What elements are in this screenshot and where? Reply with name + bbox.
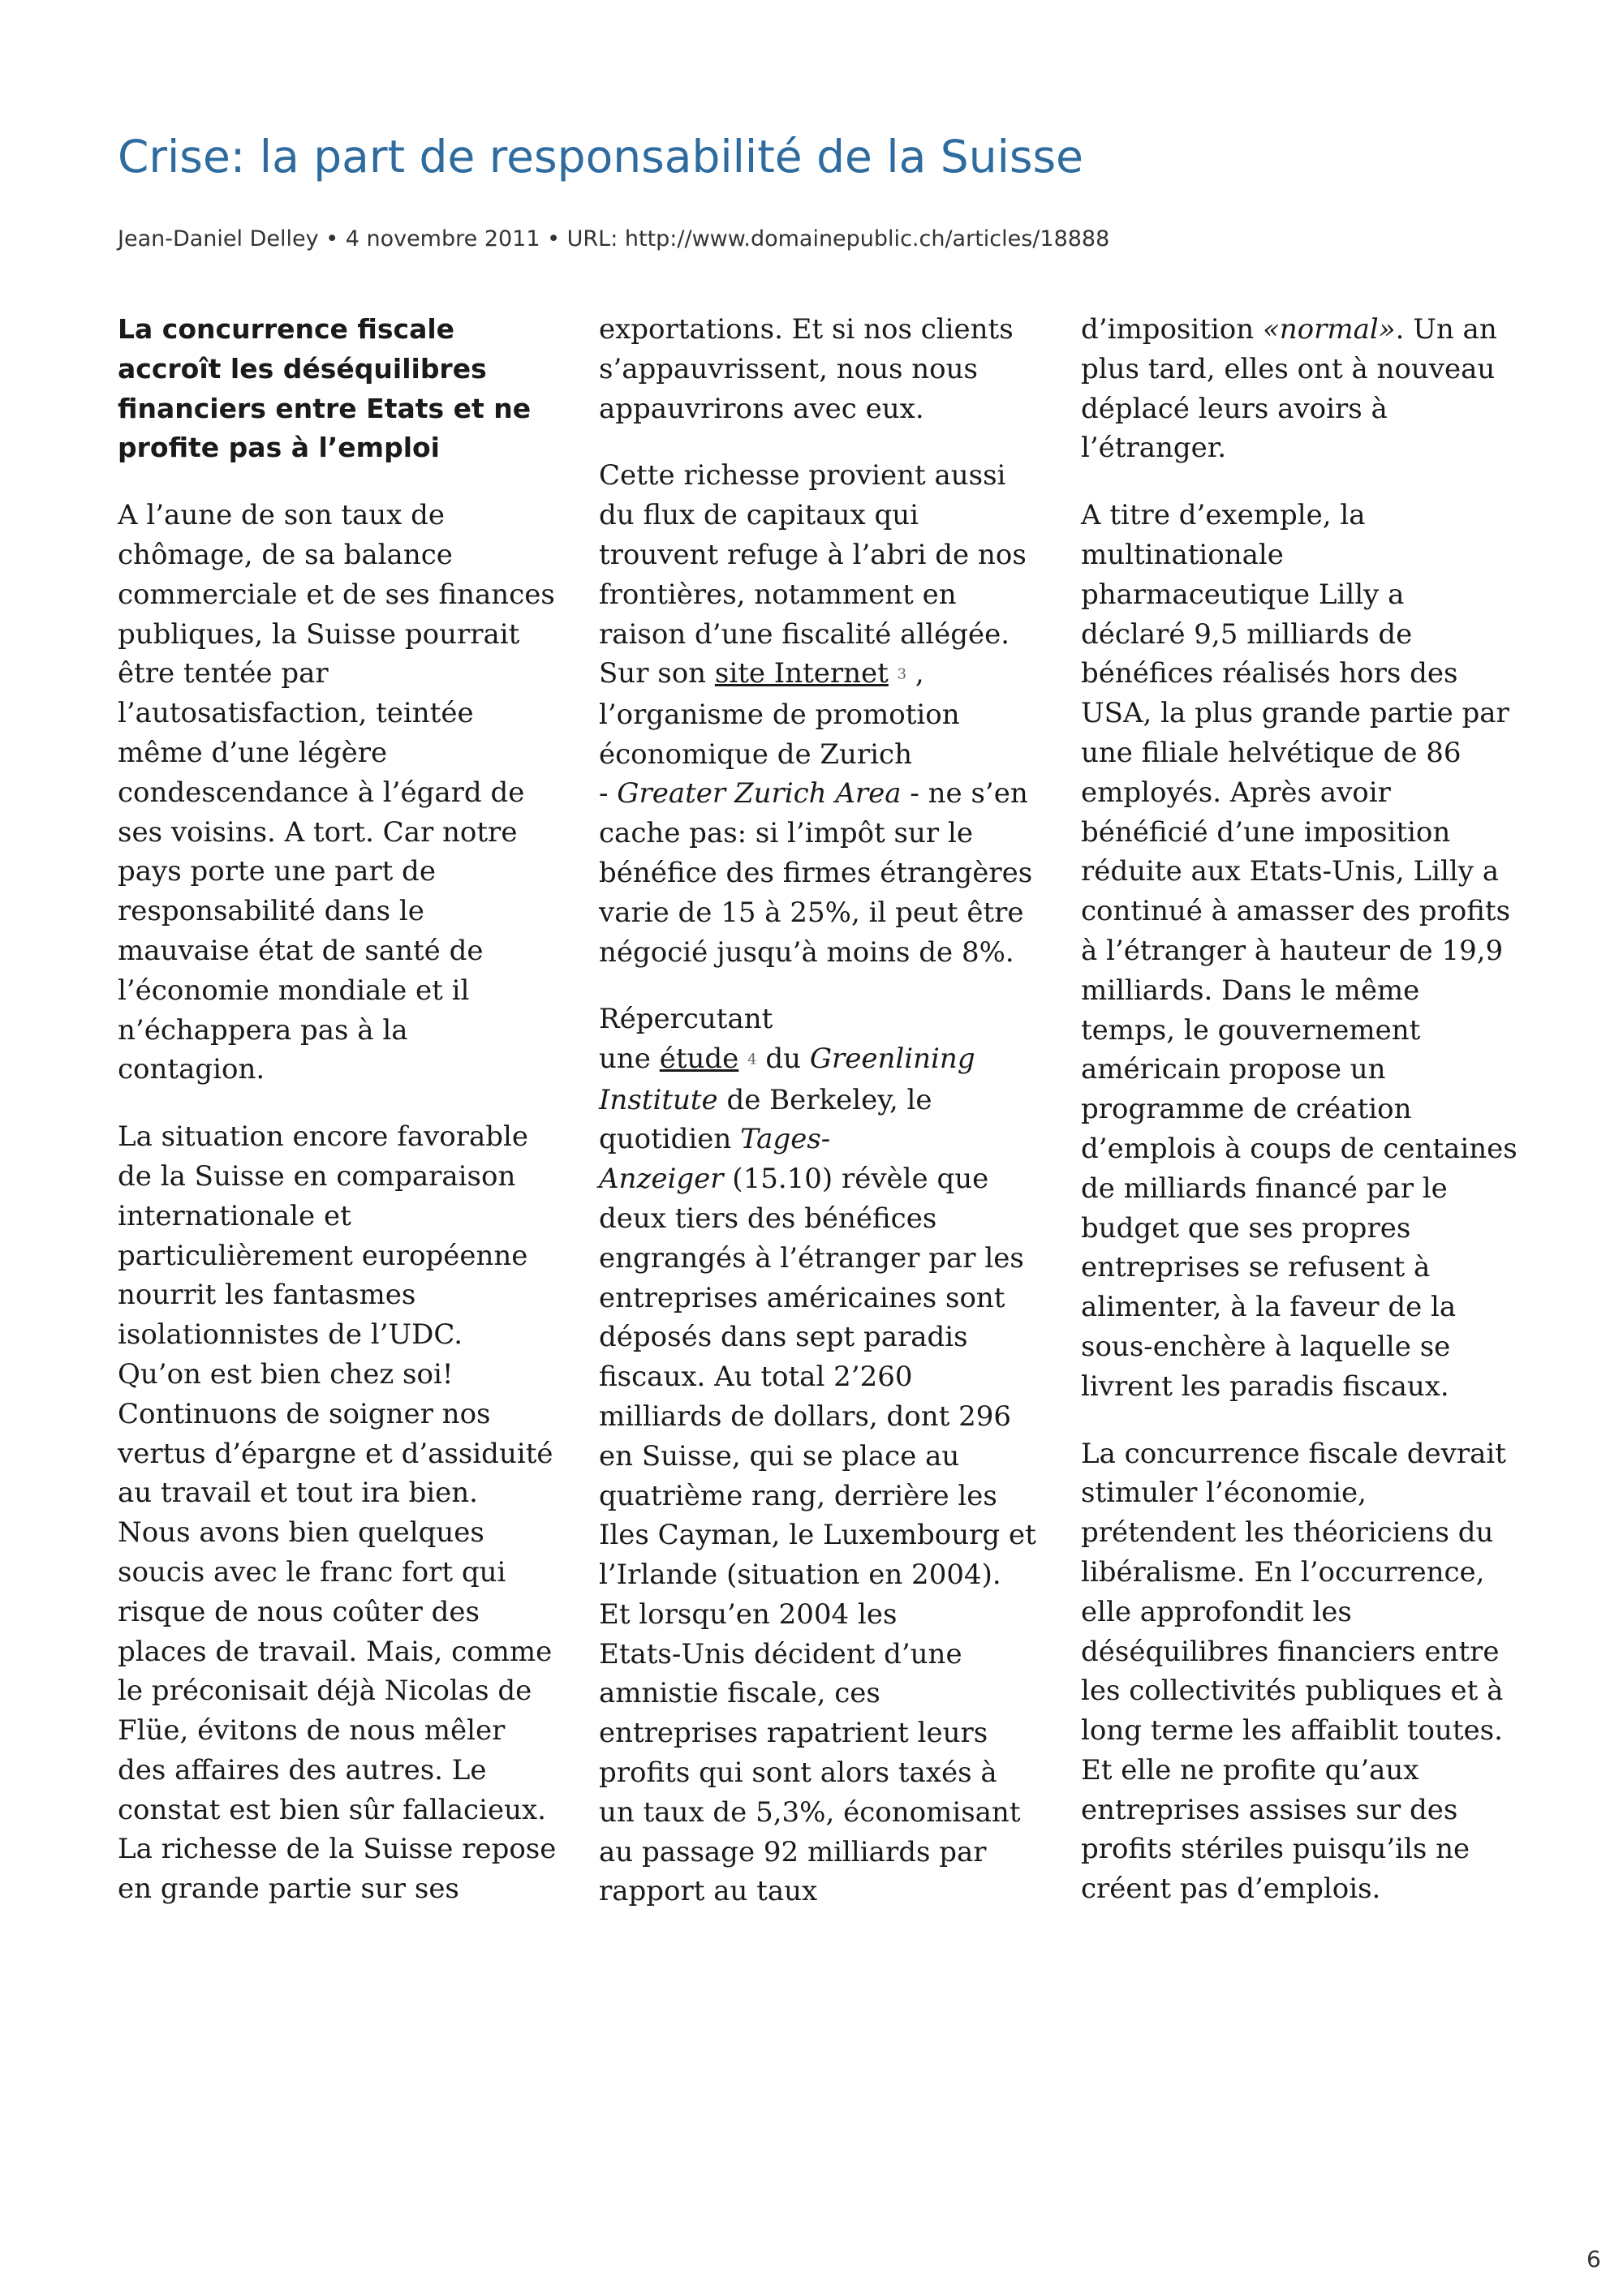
text-line: profite pas à l’emploi: [118, 432, 440, 464]
emphasis: «normal»: [1262, 313, 1396, 346]
text-line: au travail et tout ira bien.: [118, 1477, 478, 1510]
text-line: La situation encore favorable: [118, 1120, 529, 1154]
text-line: le préconisait déjà Nicolas de: [118, 1675, 532, 1708]
text-line: pharmaceutique Lilly a: [1081, 578, 1405, 611]
text-line: contagion.: [118, 1053, 265, 1086]
text-line: négocié jusqu’à moins de 8%.: [599, 935, 1014, 969]
text-line: rapport au taux: [599, 1875, 818, 1908]
text-line: à l’étranger à hauteur de 19,9: [1081, 934, 1504, 967]
text-line: Etats-Unis décident d’une: [599, 1637, 962, 1670]
text-line: USA, la plus grande partie par: [1081, 697, 1509, 730]
text-line: [599, 1120, 1057, 1159]
text-line: déplacé leurs avoirs à: [1081, 392, 1388, 425]
text-line: déposés dans sept paradis: [599, 1321, 968, 1354]
paragraph: [118, 1117, 576, 1909]
text-line: être tentée par: [118, 657, 329, 690]
text-line: Et lorsqu’en 2004 les: [599, 1597, 898, 1631]
paragraph: [1081, 310, 1539, 468]
text-line: responsabilité dans le: [118, 895, 424, 928]
article-intro: [118, 310, 576, 468]
text-line: américain propose un: [1081, 1053, 1386, 1086]
text-line: prétendent les théoriciens du: [1081, 1516, 1494, 1550]
text-line: l’étranger.: [1081, 432, 1227, 465]
paragraph: [1081, 1434, 1539, 1910]
text-line: déclaré 9,5 milliards de: [1081, 617, 1413, 651]
text-line: raison d’une fiscalité allégée.: [599, 617, 1010, 651]
text-line: de milliards financé par le: [1081, 1172, 1448, 1205]
text-run: du: [756, 1043, 810, 1076]
text-line: La concurrence fiscale devrait: [1081, 1437, 1506, 1470]
column-3: [1081, 310, 1539, 1937]
text-line: [599, 654, 1057, 694]
emphasis: Tages-: [740, 1123, 831, 1156]
text-line: plus tard, elles ont à nouveau: [1081, 352, 1496, 385]
text-line: quatrième rang, derrière les: [599, 1479, 997, 1512]
text-line: temps, le gouvernement: [1081, 1013, 1421, 1047]
text-line: en grande partie sur ses: [118, 1872, 459, 1906]
text-line: livrent les paradis fiscaux.: [1081, 1369, 1449, 1403]
text-line: constat est bien sûr fallacieux.: [118, 1793, 546, 1826]
text-line: vertus d’épargne et d’assiduité: [118, 1437, 553, 1470]
text-line: [599, 1039, 1057, 1080]
byline: Jean-Daniel Delley • 4 novembre 2011 • URL: http://www.domainepublic.ch/articles/18888: [118, 226, 1110, 252]
text-run: Sur son: [599, 657, 715, 690]
text-line: [1081, 310, 1539, 350]
text-line: cache pas: si l’impôt sur le: [599, 817, 973, 850]
text-line: risque de nous coûter des: [118, 1595, 480, 1628]
text-line: réduite aux Etats-Unis, Lilly a: [1081, 855, 1499, 888]
text-line: des affaires des autres. Le: [118, 1753, 487, 1786]
text-line: entreprises se refusent à: [1081, 1251, 1431, 1284]
text-line: entreprises rapatrient leurs: [599, 1717, 988, 1750]
emphasis: Anzeiger: [599, 1163, 724, 1196]
paragraph: [599, 310, 1057, 428]
text-line: même d’une légère: [118, 736, 388, 769]
text-line: profits qui sont alors taxés à: [599, 1756, 997, 1790]
text-line: Iles Cayman, le Luxembourg et: [599, 1519, 1036, 1552]
text-line: publiques, la Suisse pourrait: [118, 617, 520, 651]
text-line: sous-enchère à laquelle se: [1081, 1330, 1451, 1363]
emphasis: Greater Zurich Area: [617, 777, 902, 810]
text-line: Répercutant: [599, 1003, 773, 1036]
text-line: pays porte une part de: [118, 855, 436, 888]
footnote-marker[interactable]: 4: [747, 1051, 757, 1068]
text-line: de la Suisse en comparaison: [118, 1159, 516, 1193]
emphasis: Greenlining: [809, 1043, 975, 1076]
text-line: employés. Après avoir: [1081, 776, 1391, 809]
text-line: bénéfice des firmes étrangères: [599, 856, 1033, 889]
paragraph: [118, 496, 576, 1090]
text-line: trouvent refuge à l’abri de nos: [599, 538, 1027, 571]
text-line: l’organisme de promotion: [599, 698, 960, 731]
text-line: accroît les déséquilibres: [118, 352, 487, 385]
text-line: appauvrirons avec eux.: [599, 392, 924, 425]
text-line: continué à amasser des profits: [1081, 895, 1511, 928]
text-line: libéralisme. En l’occurrence,: [1081, 1555, 1485, 1589]
emphasis: Institute: [599, 1083, 718, 1116]
text-line: condescendance à l’égard de: [118, 776, 525, 809]
text-line: chômage, de sa balance: [118, 538, 453, 571]
etude-link[interactable]: étude: [659, 1043, 739, 1076]
text-line: varie de 15 à 25%, il peut être: [599, 896, 1024, 929]
text-line: A titre d’exemple, la: [1081, 499, 1366, 532]
paragraph: [599, 456, 1057, 972]
text-run: (15.10) révèle que: [723, 1163, 989, 1196]
text-line: amnistie fiscale, ces: [599, 1677, 880, 1710]
text-line: commerciale et de ses finances: [118, 578, 555, 611]
column-1: [118, 310, 576, 1937]
text-line: milliards. Dans le même: [1081, 974, 1420, 1007]
text-line: créent pas d’emplois.: [1081, 1872, 1381, 1906]
text-line: déséquilibres financiers entre: [1081, 1635, 1500, 1668]
text-line: exportations. Et si nos clients: [599, 313, 1014, 346]
text-line: [599, 1159, 1057, 1199]
text-run: . Un an: [1395, 313, 1497, 346]
text-line: fiscaux. Au total 2’260: [599, 1361, 913, 1394]
text-line: financiers entre Etats et ne: [118, 392, 532, 424]
text-line: bénéfices réalisés hors des: [1081, 657, 1458, 690]
text-line: nourrit les fantasmes: [118, 1279, 416, 1312]
paragraph: [1081, 496, 1539, 1406]
text-line: [599, 1081, 1057, 1120]
text-line: [599, 774, 1057, 814]
text-line: budget que ses propres: [1081, 1211, 1411, 1245]
text-run: quotidien: [599, 1123, 741, 1156]
text-lines: [1081, 350, 1539, 468]
text-line: mauvaise état de santé de: [118, 934, 484, 967]
site-internet-link[interactable]: site Internet: [714, 657, 889, 690]
text-line: au passage 92 milliards par: [599, 1835, 987, 1868]
text-line: internationale et: [118, 1199, 351, 1232]
text-line: particulièrement européenne: [118, 1239, 528, 1272]
text-line: l’Irlande (situation en 2004).: [599, 1559, 1001, 1592]
text-line: un taux de 5,3%, économisant: [599, 1795, 1021, 1829]
text-line: frontières, notamment en: [599, 578, 957, 611]
text-line: n’échappera pas à la: [118, 1013, 408, 1047]
text-line: Et elle ne profite qu’aux: [1081, 1753, 1419, 1786]
text-line: La richesse de la Suisse repose: [118, 1833, 557, 1866]
text-line: les collectivités publiques et à: [1081, 1675, 1504, 1708]
text-line: profits stériles puisqu’ils ne: [1081, 1833, 1470, 1866]
page-title: Crise: la part de responsabilité de la Suisse: [118, 131, 1083, 183]
text-line: La concurrence fiscale: [118, 313, 455, 345]
text-line: du flux de capitaux qui: [599, 499, 919, 532]
text-line: en Suisse, qui se place au: [599, 1439, 960, 1473]
text-line: Cette richesse provient aussi: [599, 459, 1006, 492]
page-number: 6: [1586, 2246, 1601, 2272]
text-line: programme de création: [1081, 1093, 1412, 1126]
text-line: entreprises américaines sont: [599, 1281, 1005, 1314]
text-line: alimenter, à la faveur de la: [1081, 1291, 1457, 1324]
text-line: engrangés à l’étranger par les: [599, 1241, 1024, 1275]
text-run: ,: [906, 657, 924, 690]
text-line: places de travail. Mais, comme: [118, 1635, 553, 1668]
text-line: Nous avons bien quelques: [118, 1516, 484, 1550]
text-line: entreprises assises sur des: [1081, 1793, 1458, 1826]
text-run: de Berkeley, le: [717, 1083, 932, 1116]
text-line: bénéficié d’une imposition: [1081, 815, 1451, 849]
text-line: ses voisins. A tort. Car notre: [118, 815, 518, 849]
paragraph: [599, 1000, 1057, 1911]
text-line: Flüe, évitons de nous mêler: [118, 1714, 506, 1748]
text-line: deux tiers des bénéfices: [599, 1202, 937, 1235]
text-run: - ne s’en: [901, 777, 1028, 810]
text-line: isolationnistes de l’UDC.: [118, 1318, 463, 1352]
text-line: Continuons de soigner nos: [118, 1397, 491, 1430]
text-run: une: [599, 1043, 660, 1076]
footnote-marker[interactable]: 3: [897, 665, 907, 683]
text-run: -: [599, 777, 618, 810]
text-line: une filiale helvétique de 86: [1081, 736, 1462, 769]
text-line: économique de Zurich: [599, 737, 912, 771]
text-line: l’économie mondiale et il: [118, 974, 470, 1007]
text-line: l’autosatisfaction, teintée: [118, 697, 474, 730]
text-lines: [599, 1199, 1057, 1911]
text-line: Qu’on est bien chez soi!: [118, 1357, 454, 1391]
text-line: d’emplois à coups de centaines: [1081, 1132, 1518, 1165]
text-run: d’imposition: [1081, 313, 1263, 346]
text-line: long terme les affaiblit toutes.: [1081, 1714, 1503, 1748]
text-line: s’appauvrissent, nous nous: [599, 352, 978, 385]
text-line: elle approfondit les: [1081, 1595, 1352, 1628]
text-line: multinationale: [1081, 538, 1284, 571]
text-line: milliards de dollars, dont 296: [599, 1400, 1012, 1433]
column-2: [599, 310, 1057, 1939]
text-line: soucis avec le franc fort qui: [118, 1555, 506, 1589]
text-line: stimuler l’économie,: [1081, 1477, 1367, 1510]
text-line: A l’aune de son taux de: [118, 499, 446, 532]
